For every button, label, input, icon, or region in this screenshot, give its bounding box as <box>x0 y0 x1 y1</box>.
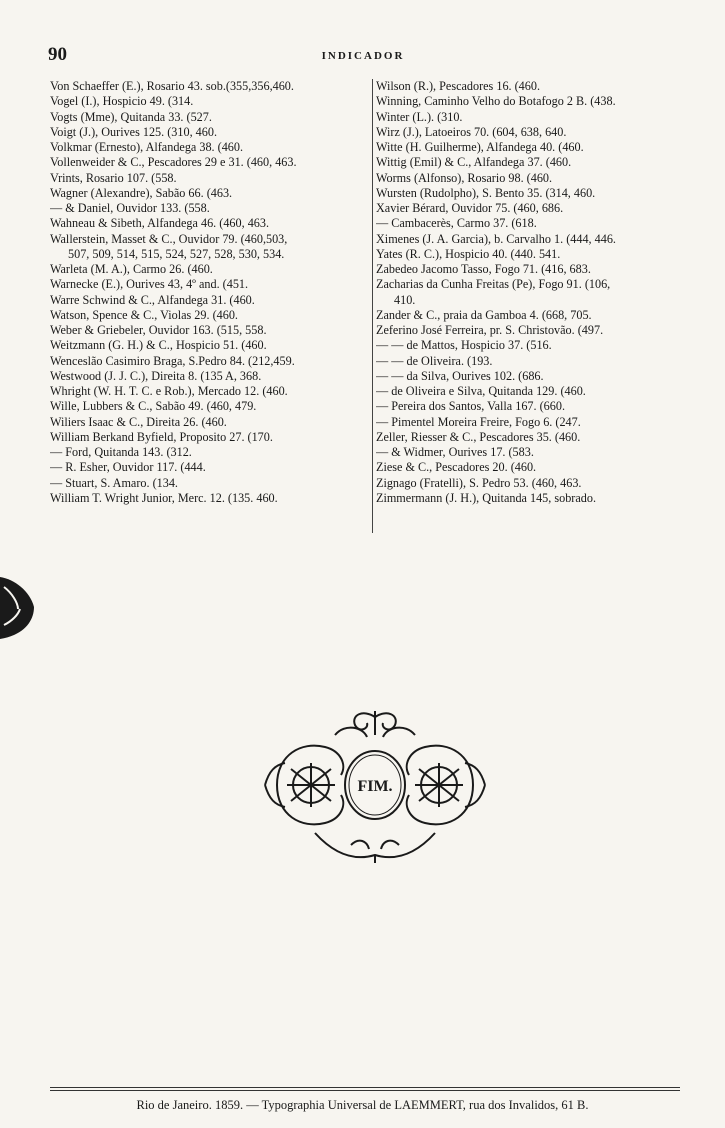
directory-entry: Vollenweider & C., Pescadores 29 e 31. (460, 463. <box>50 155 297 170</box>
column-divider <box>372 79 373 533</box>
footer-rule <box>50 1087 680 1088</box>
directory-entry: Ximenes (J. A. Garcia), b. Carvalho 1. (444, 446. <box>376 231 616 246</box>
directory-entry: Winning, Caminho Velho do Botafogo 2 B. (438. <box>376 94 616 109</box>
directory-columns <box>50 79 695 533</box>
directory-entry: — Stuart, S. Amaro. (134. <box>50 475 178 490</box>
directory-entry: Warre Schwind & C., Alfandega 31. (460. <box>50 292 255 307</box>
directory-entry: Watson, Spence & C., Violas 29. (460. <box>50 307 238 322</box>
ink-blot-mark <box>0 573 36 643</box>
directory-entry: William Berkand Byfield, Proposito 27. (170. <box>50 429 273 444</box>
directory-entry: Witte (H. Guilherme), Alfandega 40. (460. <box>376 140 584 154</box>
directory-entry: 507, 509, 514, 515, 524, 527, 528, 530, 534. <box>68 246 285 261</box>
directory-entry: Vrints, Rosario 107. (558. <box>50 170 177 185</box>
directory-entry: — de Oliveira e Silva, Quitanda 129. (460. <box>376 384 586 398</box>
directory-entry: Zeller, Riesser & C., Pescadores 35. (460. <box>376 429 581 444</box>
directory-entry: Zeferino José Ferreira, pr. S. Christovão. (497. <box>376 323 604 337</box>
directory-entry: — & Daniel, Ouvidor 133. (558. <box>50 201 210 215</box>
directory-entry: Zimmermann (J. H.), Quitanda 145, sobrado. <box>376 490 597 505</box>
directory-entry: — R. Esher, Ouvidor 117. (444. <box>50 460 206 475</box>
directory-entry: Von Schaeffer (E.), Rosario 43. sob.(355,356,460. <box>50 79 294 93</box>
directory-entry: Wille, Lubbers & C., Sabão 49. (460, 479. <box>50 399 257 414</box>
directory-entry: — — de Mattos, Hospicio 37. (516. <box>376 338 552 353</box>
directory-entry: Winter (L.). (310. <box>376 109 463 124</box>
directory-entry: Vogts (Mme), Quitanda 33. (527. <box>50 109 212 124</box>
running-head: INDICADOR <box>321 50 405 62</box>
directory-entry: Westwood (J. J. C.), Direita 8. (135 A, 368. <box>50 368 262 383</box>
directory-entry: Zander & C., praia da Gamboa 4. (668, 705. <box>376 307 592 322</box>
directory-entry: Weber & Griebeler, Ouvidor 163. (515, 558. <box>50 323 267 337</box>
directory-entry: — Ford, Quitanda 143. (312. <box>50 445 192 459</box>
directory-entry: Vogel (I.), Hospicio 49. (314. <box>50 94 194 109</box>
directory-entry: Voigt (J.), Ourives 125. (310, 460. <box>50 124 218 139</box>
directory-entry: Wagner (Alexandre), Sabão 66. (463. <box>50 185 233 200</box>
left-column <box>50 79 372 506</box>
directory-entry: Weitzmann (G. H.) & C., Hospicio 51. (460. <box>50 338 267 353</box>
directory-entry: Wallerstein, Masset & C., Ouvidor 79. (460,503, <box>50 231 288 246</box>
directory-entry: Zabedeo Jacomo Tasso, Fogo 71. (416, 683. <box>376 262 591 276</box>
directory-entry: Wilson (R.), Pescadores 16. (460. <box>376 79 541 93</box>
printer-imprint: Rio de Janeiro. 1859. — Typographia Universal de LAEMMERT, rua dos Invalidos, 61 B. <box>136 1098 589 1112</box>
directory-entry: Wiliers Isaac & C., Direita 26. (460. <box>50 414 227 429</box>
directory-entry: Wirz (J.), Latoeiros 70. (604, 638, 640. <box>376 124 567 139</box>
directory-entry: Yates (R. C.), Hospicio 40. (440. 541. <box>376 246 561 261</box>
directory-entry: — Cambacerès, Carmo 37. (618. <box>376 216 537 231</box>
directory-entry: Wahneau & Sibeth, Alfandega 46. (460, 463. <box>50 216 270 231</box>
footer-rule-thin <box>50 1090 680 1091</box>
directory-entry: Warnecke (E.), Ourives 43, 4º and. (451. <box>50 277 249 292</box>
directory-entry: Ziese & C., Pescadores 20. (460. <box>376 460 537 475</box>
directory-entry: 410. <box>394 292 416 307</box>
directory-entry: Worms (Alfonso), Rosario 98. (460. <box>376 170 553 185</box>
fim-ornament <box>255 705 495 865</box>
directory-entry: — — da Silva, Ourives 102. (686. <box>376 368 544 383</box>
directory-entry: Zignago (Fratelli), S. Pedro 53. (460, 463. <box>376 475 582 490</box>
fim-label: FIM. <box>357 778 393 795</box>
directory-entry: Wursten (Rudolpho), S. Bento 35. (314, 460. <box>376 185 596 200</box>
directory-entry: — Pereira dos Santos, Valla 167. (660. <box>376 399 565 414</box>
directory-entry: Warleta (M. A.), Carmo 26. (460. <box>50 262 213 276</box>
directory-entry: Wenceslão Casimiro Braga, S.Pedro 84. (212,459. <box>50 353 295 368</box>
directory-entry: Whright (W. H. T. C. e Rob.), Mercado 12. (460. <box>50 384 288 398</box>
directory-entry: — — de Oliveira. (193. <box>376 353 493 368</box>
right-column <box>376 79 706 506</box>
directory-entry: Zacharias da Cunha Freitas (Pe), Fogo 91. (106, <box>376 277 611 292</box>
page-header <box>48 44 678 74</box>
directory-entry: — Pimentel Moreira Freire, Fogo 6. (247. <box>376 414 581 429</box>
directory-entry: Wittig (Emil) & C., Alfandega 37. (460. <box>376 155 572 170</box>
page-number: 90 <box>48 44 67 65</box>
directory-entry: — & Widmer, Ourives 17. (583. <box>376 445 534 459</box>
directory-entry: Volkmar (Ernesto), Alfandega 38. (460. <box>50 140 244 154</box>
directory-entry: Xavier Bérard, Ouvidor 75. (460, 686. <box>376 201 564 215</box>
directory-entry: William T. Wright Junior, Merc. 12. (135. 460. <box>50 490 278 505</box>
